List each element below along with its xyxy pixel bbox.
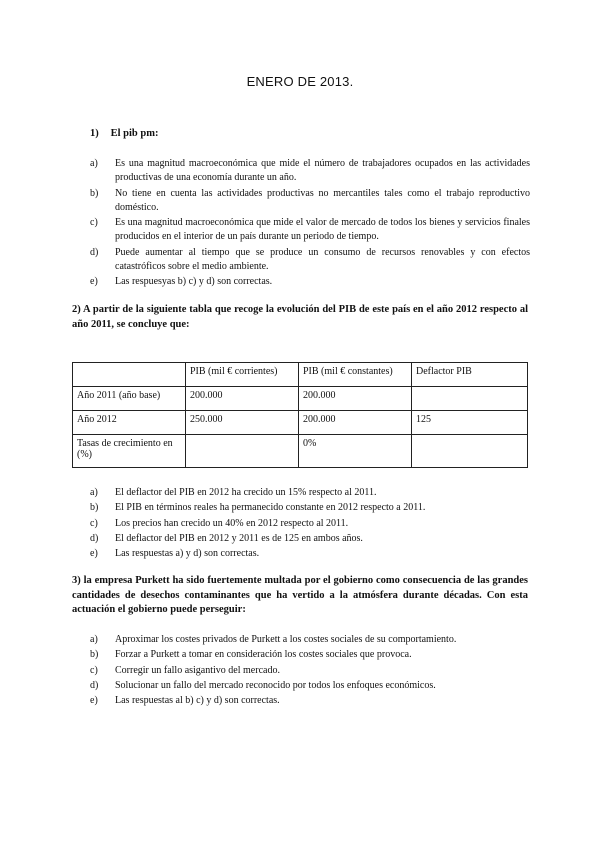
table-cell: 250.000: [186, 411, 299, 435]
option-letter: c): [90, 217, 98, 229]
table-row: [73, 411, 528, 435]
question-1-number: 1): [90, 128, 99, 139]
option-letter: d): [90, 246, 99, 258]
table-cell: 0%: [299, 435, 412, 468]
option-text: Es una magnitud macroeconómica que mide el número de trabajadores ocupados en las actividades productivas de una economía durante un año.: [115, 158, 530, 184]
option-text: Es una magnitud macroeconómica que mide el valor de mercado de todos los bienes y servicios finales producidos en el interior de un país durante un periodo de tiempo.: [115, 217, 530, 243]
option-text: Aproximar los costes privados de Purkett a los costes sociales de su comportamiento.: [115, 634, 457, 645]
option-text: Corregir un fallo asigantivo del mercado.: [115, 664, 280, 676]
table-cell: Año 2011 (año base): [73, 387, 186, 411]
option-item: [90, 216, 530, 245]
option-letter: c): [90, 517, 98, 529]
table-cell: 200.000: [186, 387, 299, 411]
table-row: [73, 387, 528, 411]
option-item: [90, 664, 530, 678]
question-3-heading: 3) la empresa Purkett ha sido fuertemente multada por el gobierno como consecuencia de las grandes cantidades de desechos contaminantes que ha vertido a la atmósfera durante décadas. Con esta actuación el gobierno puede perseguir:: [72, 575, 528, 615]
option-text: El deflactor del PIB en 2012 ha crecido un 15% respecto al 2011.: [115, 487, 377, 498]
option-text: Puede aumentar al tiempo que se produce un consumo de recursos renovables y con efectos catastróficos sobre el medio ambiente.: [115, 246, 530, 273]
option-letter: a): [90, 634, 98, 645]
option-text: El deflactor del PIB en 2012 y 2011 es de 125 en ambos años.: [115, 532, 363, 544]
option-text: Las respuesyas b) c) y d) son correctas.: [115, 276, 273, 288]
question-3-options: [90, 633, 530, 709]
question-1-options: [90, 157, 530, 291]
table-cell: [412, 435, 528, 468]
table-cell: 200.000: [299, 411, 412, 435]
option-item: [90, 547, 530, 561]
table-header-cell: PIB (mil € corrientes): [186, 363, 299, 387]
option-item: [90, 157, 530, 186]
option-item: [90, 246, 530, 275]
option-letter: b): [90, 187, 99, 199]
table-header-row: [73, 363, 528, 387]
question-1-title: El pib pm:: [110, 128, 159, 139]
option-letter: e): [90, 548, 98, 560]
option-letter: d): [90, 532, 99, 544]
option-letter: b): [90, 649, 99, 661]
table-cell: 200.000: [299, 387, 412, 411]
table-cell: Año 2012: [73, 411, 186, 435]
table-row: [73, 435, 528, 468]
option-item: [90, 275, 530, 289]
option-text: El PIB en términos reales ha permanecido constante en 2012 respecto a 2011.: [115, 502, 426, 514]
option-letter: a): [90, 158, 98, 169]
option-item: [90, 694, 530, 708]
option-item: [90, 648, 530, 662]
option-item: [90, 517, 530, 531]
option-item: [90, 633, 530, 647]
question-2-options: [90, 486, 530, 562]
option-item: [90, 187, 530, 216]
option-letter: e): [90, 695, 98, 707]
option-item: [90, 501, 530, 515]
option-text: Los precios han crecido un 40% en 2012 respecto al 2011.: [115, 517, 349, 529]
option-letter: d): [90, 679, 99, 691]
option-text: No tiene en cuenta las actividades productivas no mercantiles tales como el trabajo reproductivo doméstico.: [115, 187, 530, 213]
option-text: Forzar a Purkett a tomar en consideración los costes sociales que provoca.: [115, 649, 412, 661]
question-1-heading: [90, 128, 158, 139]
option-letter: a): [90, 487, 98, 498]
table-header-cell: Deflactor PIB: [412, 363, 528, 387]
option-text: Solucionar un fallo del mercado reconocido por todos los enfoques económicos.: [115, 679, 436, 691]
pib-table: [72, 362, 528, 468]
option-letter: e): [90, 276, 98, 288]
option-letter: b): [90, 502, 99, 514]
option-item: [90, 532, 530, 546]
table-cell: [412, 387, 528, 411]
option-letter: c): [90, 664, 98, 676]
table-cell: [186, 435, 299, 468]
option-text: Las respuestas al b) c) y d) son correctas.: [115, 695, 280, 707]
page-title: ENERO DE 2013.: [246, 74, 354, 89]
option-item: [90, 679, 530, 693]
table-header-cell: [73, 363, 186, 387]
table-cell: 125: [412, 411, 528, 435]
question-2-heading: 2) A partir de la siguiente tabla que recoge la evolución del PIB de este país en el año 2012 respecto al año 2011, se concluye que:: [72, 304, 528, 330]
option-text: Las respuestas a) y d) son correctas.: [115, 548, 260, 560]
table-cell: Tasas de crecimiento en (%): [73, 435, 186, 468]
option-item: [90, 486, 530, 500]
table-header-cell: PIB (mil € constantes): [299, 363, 412, 387]
